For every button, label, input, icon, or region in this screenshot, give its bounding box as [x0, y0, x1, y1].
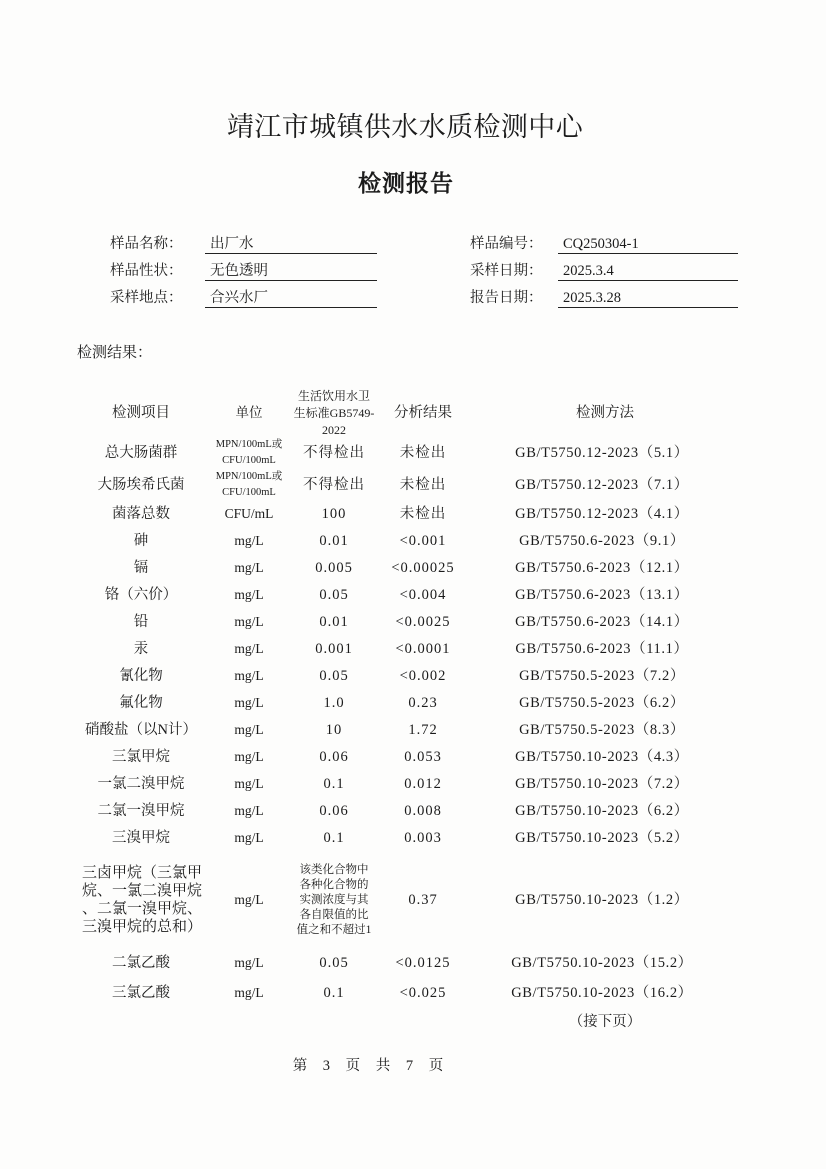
cell-method: GB/T5750.5-2023（7.2）: [519, 668, 685, 684]
table-row: [0, 858, 826, 942]
cell-standard: 0.01: [319, 533, 349, 549]
header-standard-line: 2022: [321, 422, 346, 437]
table-row: [0, 527, 826, 555]
cell-result: <0.0001: [395, 641, 451, 657]
cell-method: GB/T5750.5-2023（8.3）: [519, 722, 685, 738]
table-row: [0, 554, 826, 582]
cell-unit-line: CFU/100mL: [222, 455, 276, 466]
cell-standard: 0.1: [323, 830, 345, 846]
cell-item: 三溴甲烷: [112, 830, 170, 846]
cell-unit: mg/L: [234, 668, 264, 683]
cell-unit: [209, 437, 289, 469]
cell-standard-line: 各自限值的比: [299, 908, 369, 921]
continued-note: （接下页）: [568, 1014, 642, 1030]
cell-item: 硝酸盐（以N计）: [85, 722, 197, 738]
cell-item-line: 三溴甲烷的总和）: [82, 919, 203, 935]
cell-result: <0.002: [399, 668, 447, 684]
cell-unit: mg/L: [234, 749, 264, 764]
cell-method: GB/T5750.10-2023（1.2）: [515, 892, 689, 908]
cell-item: 氟化物: [119, 695, 163, 711]
cell-method: GB/T5750.6-2023（13.1）: [515, 587, 689, 603]
cell-standard-line: 该类化合物中: [299, 863, 369, 876]
cell-unit: mg/L: [234, 985, 264, 1000]
cell-method: GB/T5750.10-2023（6.2）: [515, 803, 689, 819]
cell-result: 未检出: [399, 477, 447, 493]
cell-unit: [209, 469, 289, 501]
cell-standard: 0.001: [315, 641, 353, 657]
cell-unit: mg/L: [234, 776, 264, 791]
cell-method: GB/T5750.10-2023（4.3）: [515, 749, 689, 765]
header-standard: [289, 385, 379, 441]
table-row: [0, 662, 826, 690]
cell-item: 铅: [133, 614, 149, 630]
cell-item: 二氯乙酸: [112, 955, 170, 971]
header-standard-line: 生活饮用水卫: [297, 388, 370, 403]
cell-standard: 0.06: [319, 803, 349, 819]
cell-method: GB/T5750.10-2023（15.2）: [511, 955, 693, 971]
sampling-location-label: 采样地点：: [110, 290, 183, 306]
cell-result: 0.23: [408, 695, 438, 711]
cell-method: GB/T5750.6-2023（9.1）: [519, 533, 685, 549]
table-row: [0, 581, 826, 609]
results-label: 检测结果：: [77, 345, 153, 361]
sample-name-value: 出厂水: [205, 235, 377, 254]
cell-result: 0.003: [404, 830, 442, 846]
cell-method: GB/T5750.10-2023（7.2）: [515, 776, 689, 792]
cell-result: 0.053: [404, 749, 442, 765]
table-row: [0, 770, 826, 798]
cell-unit: mg/L: [234, 587, 264, 602]
cell-result: <0.001: [399, 533, 447, 549]
cell-method: GB/T5750.12-2023（7.1）: [515, 477, 689, 493]
table-row: [0, 608, 826, 636]
cell-unit-line: MPN/100mL或: [215, 439, 283, 450]
cell-result: 0.37: [408, 892, 438, 908]
cell-item: 二氯一溴甲烷: [97, 803, 185, 819]
sample-id-label: 样品编号：: [470, 236, 543, 252]
table-row: [0, 500, 826, 528]
cell-item: 铬（六价）: [104, 587, 178, 603]
table-row: [0, 469, 826, 501]
header-unit: 单位: [235, 405, 263, 420]
sample-id-value: CQ250304-1: [558, 235, 738, 254]
table-row: [0, 979, 826, 1007]
table-header-row: [0, 385, 826, 441]
cell-method: GB/T5750.12-2023（4.1）: [515, 506, 689, 522]
cell-method: GB/T5750.6-2023（12.1）: [515, 560, 689, 576]
report-date-label: 报告日期：: [470, 290, 543, 306]
cell-unit: CFU/mL: [224, 506, 274, 521]
cell-item: 砷: [133, 533, 149, 549]
organization-title: 靖江市城镇供水水质检测中心: [226, 112, 584, 142]
table-row: [0, 824, 826, 852]
cell-unit: mg/L: [234, 955, 264, 970]
cell-standard: 100: [321, 506, 347, 522]
cell-standard: 0.005: [315, 560, 353, 576]
cell-result: <0.004: [399, 587, 447, 603]
cell-item: 总大肠菌群: [104, 445, 178, 461]
cell-result: <0.025: [399, 985, 447, 1001]
cell-unit: mg/L: [234, 641, 264, 656]
sampling-date-value: 2025.3.4: [558, 262, 738, 281]
cell-standard: 不得检出: [303, 445, 365, 461]
cell-method: GB/T5750.5-2023（6.2）: [519, 695, 685, 711]
header-result: 分析结果: [394, 405, 452, 421]
page-number: 第 3 页 共 7 页: [292, 1058, 444, 1074]
cell-standard: 1.0: [323, 695, 345, 711]
report-date-value: 2025.3.28: [558, 289, 738, 308]
cell-standard: 0.05: [319, 668, 349, 684]
cell-standard: 0.05: [319, 587, 349, 603]
cell-unit: mg/L: [234, 803, 264, 818]
cell-result: <0.00025: [391, 560, 455, 576]
cell-standard: 0.06: [319, 749, 349, 765]
cell-item: 菌落总数: [112, 506, 170, 522]
table-row: [0, 716, 826, 744]
cell-method: GB/T5750.6-2023（14.1）: [515, 614, 689, 630]
header-standard-line: 生标准GB5749-: [293, 405, 375, 420]
cell-item: 氰化物: [119, 668, 163, 684]
cell-item: 三氯乙酸: [112, 985, 170, 1001]
cell-item-line: 三卤甲烷（三氯甲: [82, 865, 203, 881]
cell-unit: mg/L: [234, 830, 264, 845]
cell-standard: 0.1: [323, 985, 345, 1001]
cell-unit: mg/L: [234, 695, 264, 710]
cell-unit-line: MPN/100mL或: [215, 471, 283, 482]
table-row: [0, 949, 826, 977]
cell-item-line: 烷、一氯二溴甲烷: [82, 883, 203, 899]
table-row: [0, 797, 826, 825]
cell-item-line: 、二氯一溴甲烷、: [82, 901, 203, 917]
table-row: [0, 743, 826, 771]
cell-item: 镉: [133, 560, 149, 576]
cell-unit: mg/L: [234, 892, 264, 907]
table-row: [0, 635, 826, 663]
cell-method: GB/T5750.10-2023（5.2）: [515, 830, 689, 846]
cell-result: 0.012: [404, 776, 442, 792]
cell-standard-line: 各种化合物的: [299, 878, 369, 891]
cell-result: <0.0025: [395, 614, 451, 630]
sampling-location-value: 合兴水厂: [205, 289, 377, 308]
cell-standard-line: 值之和不超过1: [296, 923, 372, 936]
cell-standard: 0.05: [319, 955, 349, 971]
cell-result: 1.72: [408, 722, 438, 738]
cell-standard: 0.1: [323, 776, 345, 792]
header-item: 检测项目: [112, 405, 170, 421]
header-method: 检测方法: [576, 405, 634, 421]
cell-unit: mg/L: [234, 560, 264, 575]
cell-method: GB/T5750.6-2023（11.1）: [515, 641, 689, 657]
cell-result: 0.008: [404, 803, 442, 819]
sample-character-label: 样品性状：: [110, 263, 183, 279]
cell-standard: 不得检出: [303, 477, 365, 493]
report-title: 检测报告: [358, 171, 454, 196]
cell-unit-line: CFU/100mL: [222, 487, 276, 498]
cell-result: 未检出: [399, 445, 447, 461]
sample-character-value: 无色透明: [205, 262, 377, 281]
table-row: [0, 437, 826, 469]
cell-method: GB/T5750.12-2023（5.1）: [515, 445, 689, 461]
table-row: [0, 689, 826, 717]
cell-standard: 10: [325, 722, 343, 738]
cell-item: 大肠埃希氏菌: [97, 477, 185, 493]
cell-standard: [289, 858, 379, 942]
sampling-date-label: 采样日期：: [470, 263, 543, 279]
cell-item: 汞: [133, 641, 149, 657]
cell-unit: mg/L: [234, 614, 264, 629]
cell-result: <0.0125: [395, 955, 451, 971]
cell-method: GB/T5750.10-2023（16.2）: [511, 985, 693, 1001]
sample-name-label: 样品名称：: [110, 236, 183, 252]
cell-item: 三氯甲烷: [112, 749, 170, 765]
cell-item: [70, 858, 212, 942]
cell-item: 一氯二溴甲烷: [97, 776, 185, 792]
cell-result: 未检出: [399, 506, 447, 522]
cell-standard: 0.01: [319, 614, 349, 630]
cell-unit: mg/L: [234, 722, 264, 737]
cell-standard-line: 实测浓度与其: [299, 893, 369, 906]
cell-unit: mg/L: [234, 533, 264, 548]
